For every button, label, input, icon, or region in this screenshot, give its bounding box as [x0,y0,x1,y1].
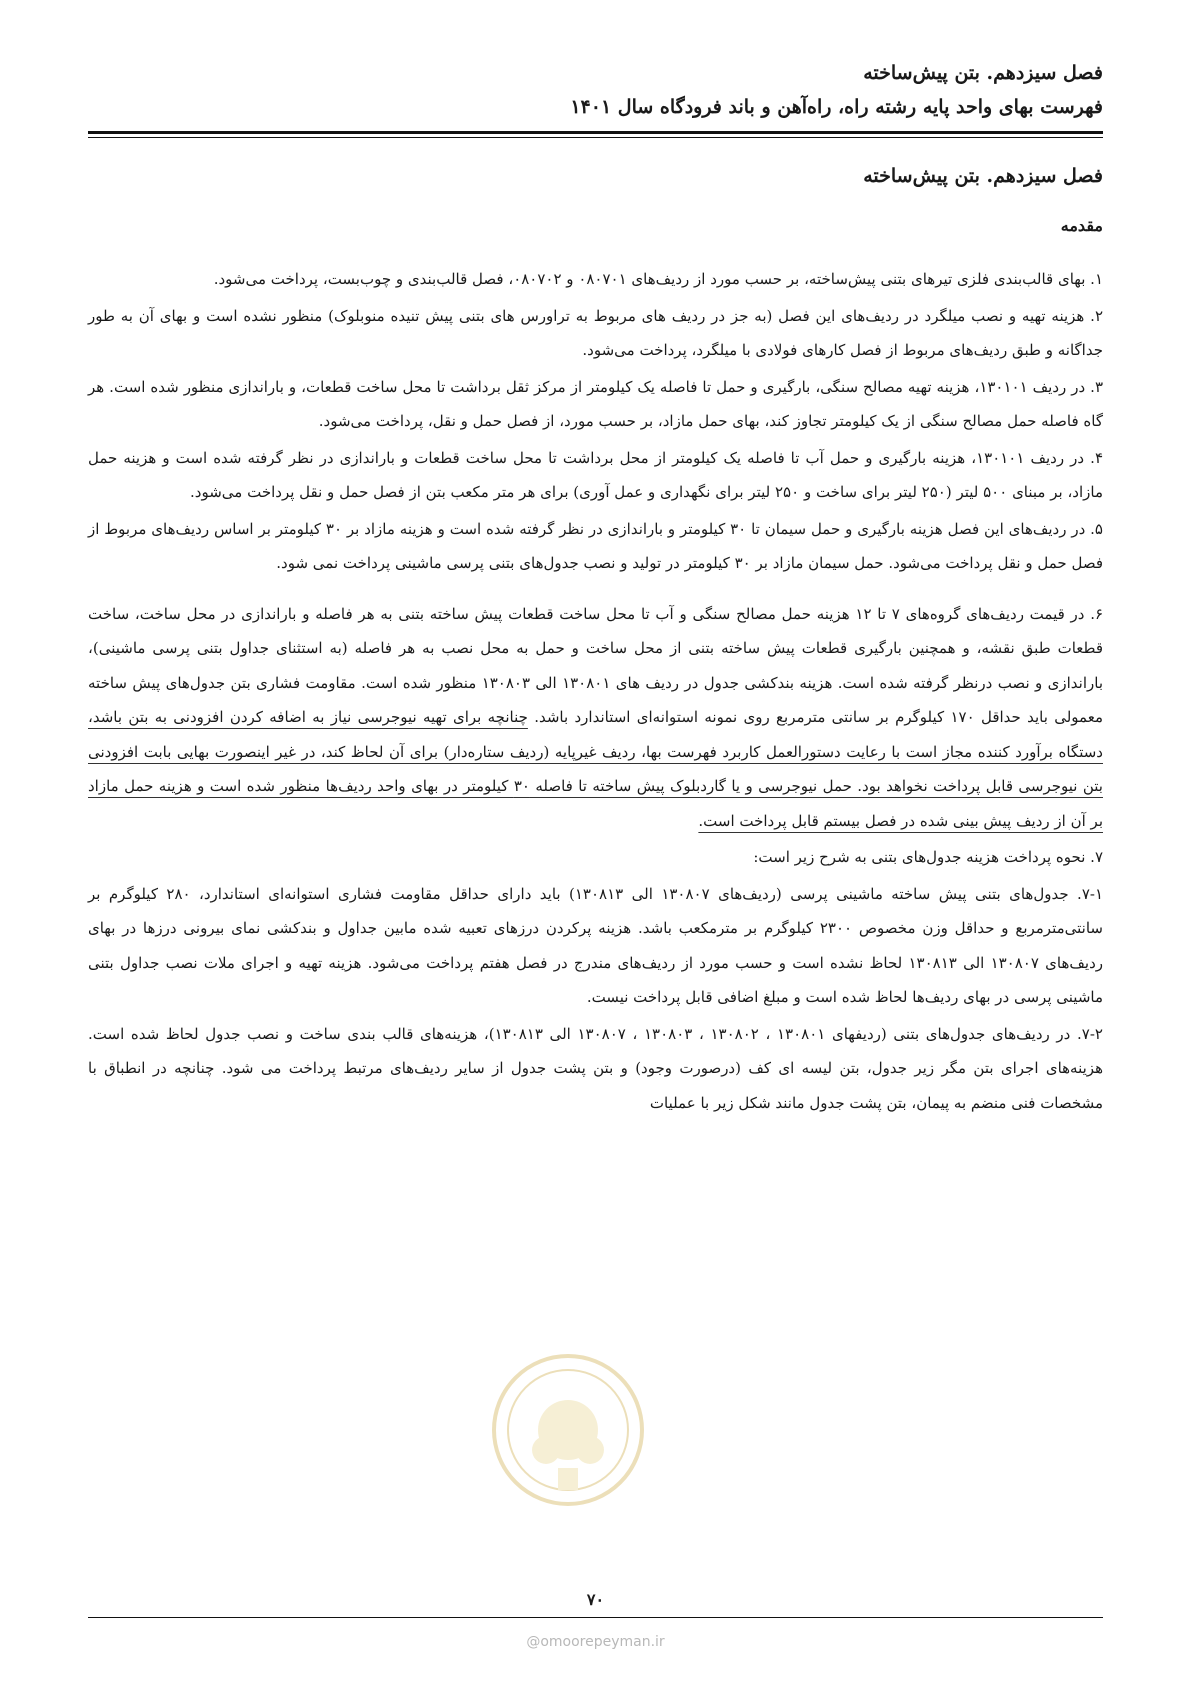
header-rule-thin [88,137,1103,138]
paragraph-6-text: ۶. در قیمت ردیف‌های گروه‌های ۷ تا ۱۲ هزینه حمل مصالح سنگی و آب تا محل ساخت قطعات پیش ساخته بتنی به هر فاصله و باراندازی در محل ساخت، ساخت قطعات طبق نقشه، و همچنین بارگیری قطعات پیش ساخته بتنی از محل ساخت و حمل به محل نصب به هر فاصله (به استثنای جداول بتنی پرسی ماشینی)، باراندازی و نصب درنظر گرفته شده است. هزینه بندکشی جدول در ردیف های ۱۳۰۸۰۱ الی ۱۳۰۸۰۳ منظور شده است. مقاومت فشاری بتن جدول‌های پیش ساخته معمولی باید حداقل ۱۷۰ کیلوگرم بر سانتی مترمربع روی نمونه استوانه‌ای استاندارد باشد. [88,604,1104,726]
header-list-title: فهرست بهای واحد پایه رشته راه، راه‌آهن و باند فرودگاه سال ۱۴۰۱ [570,96,1103,118]
paragraph-2: ۲. هزینه تهیه و نصب میلگرد در ردیف‌های این فصل (به جز در ردیف های مربوط به تراورس های بتنی پیش تنیده منوبلوک) منظور نشده است و بهای آن به طور جداگانه و طبق ردیف‌های مربوط از فصل کارهای فولادی با میلگرد، پرداخت می‌شود. [88,306,1103,359]
website-watermark: @omoorepeyman.ir [526,1634,665,1650]
header-rule-thick [88,131,1103,134]
paragraph-7-1: ۷-۱. جدول‌های بتنی پیش ساخته ماشینی پرسی (ردیف‌های ۱۳۰۸۰۷ الی ۱۳۰۸۱۳) باید دارای حداقل مقاومت فشاری استوانه‌ای استاندارد، ۲۸۰ کیلوگرم بر سانتی‌مترمربع و حداقل وزن مخصوص ۲۳۰۰ کیلوگرم بر مترمکعب باشد. هزینه پرکردن درزهای تعبیه شده مابین جداول و بندکشی نمای بیرونی درزها در بهای ردیف‌های ۱۳۰۸۰۷ الی ۱۳۰۸۱۳ لحاظ نشده است و حسب مورد از ردیف‌های مندرج در فصل هفتم پرداخت می‌شود. هزینه تهیه و اجرای ملات نصب جداول بتنی ماشینی پرسی در بهای ردیف‌ها لحاظ شده است و مبلغ اضافی قابل پرداخت نیست. [88,884,1103,1006]
page-header [88,56,1103,124]
section-title: فصل سیزدهم. بتن پیش‌ساخته [863,165,1103,187]
watermark-seal-icon [488,1350,648,1510]
paragraph-7: ۷. نحوه پرداخت هزینه جدول‌های بتنی به شرح زیر است: [753,848,1103,866]
footer-rule [88,1617,1103,1618]
paragraph-6-underlined: چنانچه برای تهیه نیوجرسی نیاز به اضافه کردن افزودنی به بتن باشد، دستگاه برآورد کننده مجاز است با رعایت دستورالعمل کاربرد فهرست بها، ردیف غیرپایه (ردیف ستاره‌دار) برای آن لحاظ کند، در غیر اینصورت بهایی بابت افزودنی بتن نیوجرسی قابل پرداخت نخواهد بود. حمل نیوجرسی و یا گاردبلوک پیش ساخته تا فاصله ۳۰ کیلومتر در بهای واحد ردیف‌ها منظور شده است و هزینه حمل مازاد بر آن از ردیف پیش بینی شده در فصل بیستم قابل پرداخت است. [88,708,1103,830]
intro-heading: مقدمه [1060,216,1103,235]
paragraph-4: ۴. در ردیف ۱۳۰۱۰۱، هزینه بارگیری و حمل آب تا فاصله یک کیلومتر از محل برداشت تا محل ساخت قطعات و باراندازی در نظر گرفته شده است و هزینه حمل مازاد، بر مبنای ۵۰۰ لیتر (۲۵۰ لیتر برای ساخت و ۲۵۰ لیتر برای نگهداری و عمل آوری) برای هر متر مکعب بتن از فصل حمل و نقل پرداخت می‌شود. [88,448,1103,501]
header-chapter: فصل سیزدهم. بتن پیش‌ساخته [863,62,1103,84]
paragraph-3: ۳. در ردیف ۱۳۰۱۰۱، هزینه تهیه مصالح سنگی، بارگیری و حمل تا فاصله یک کیلومتر از مرکز ثقل برداشت تا محل ساخت قطعات، و باراندازی منظور شده است. هر گاه فاصله حمل مصالح سنگی از یک کیلومتر تجاوز کند، بهای حمل مازاد، بر حسب مورد، از فصل حمل و نقل، پرداخت می‌شود. [88,377,1104,430]
paragraph-5: ۵. در ردیف‌های این فصل هزینه بارگیری و حمل سیمان تا ۳۰ کیلومتر و باراندازی در نظر گرفته شده است و هزینه مازاد بر ۳۰ کیلومتر بر اساس ردیف‌های مربوط از فصل حمل و نقل پرداخت می‌شود. حمل سیمان مازاد بر ۳۰ کیلومتر در تولید و نصب جدول‌های بتنی پرسی ماشینی پرداخت نمی شود. [88,519,1103,572]
document-body [88,160,1103,1122]
page-number: ۷۰ [586,1590,605,1609]
paragraph-1: ۱. بهای قالب‌بندی فلزی تیرهای بتنی پیش‌ساخته، بر حسب مورد از ردیف‌های ۰۸۰۷۰۱ و ۰۸۰۷۰۲، فصل قالب‌بندی و چوب‌بست، پرداخت می‌شود. [213,270,1103,288]
paragraph-7-2: ۷-۲. در ردیف‌های جدول‌های بتنی (ردیفهای ۱۳۰۸۰۱ ، ۱۳۰۸۰۲ ، ۱۳۰۸۰۳ ، ۱۳۰۸۰۷ الی ۱۳۰۸۱۳)، هزینه‌های قالب بندی ساخت و نصب جدول لحاظ شده است. هزینه‌های اجرای بتن مگر زیر جدول، بتن لیسه ای کف (درصورت وجود) و بتن پشت جدول از سایر ردیف‌های مرتبط پرداخت می شود. چنانچه در انطباق با مشخصات فنی منضم به پیمان، بتن پشت جدول مانند شکل زیر با عملیات [88,1024,1103,1112]
paragraph-6 [88,597,1103,839]
